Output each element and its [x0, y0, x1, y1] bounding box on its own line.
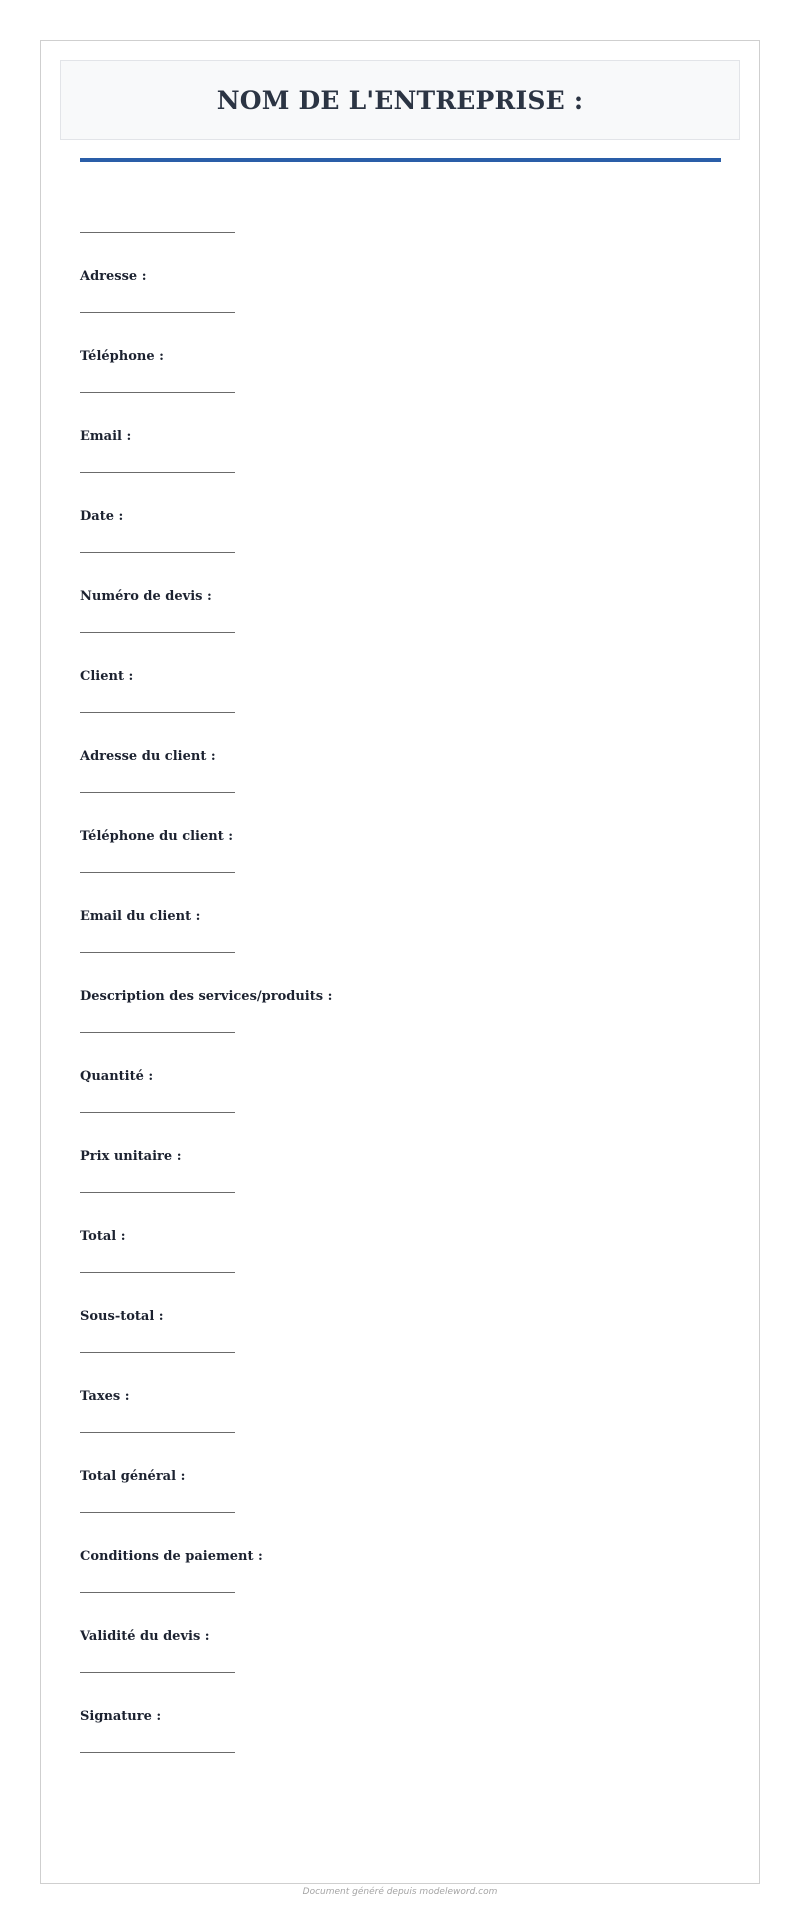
field-label: Téléphone :	[80, 349, 164, 364]
fill-line[interactable]	[80, 472, 235, 473]
accent-divider	[80, 158, 721, 162]
header-box	[60, 60, 740, 140]
field-sous-total	[80, 1309, 480, 1325]
field-numero-devis	[80, 589, 480, 605]
field-email	[80, 429, 480, 445]
field-telephone	[80, 349, 480, 365]
field-label: Conditions de paiement :	[80, 1549, 263, 1564]
field-adresse	[80, 269, 480, 285]
field-validite	[80, 1629, 480, 1645]
fill-line[interactable]	[80, 552, 235, 553]
fill-line[interactable]	[80, 1512, 235, 1513]
field-conditions-paiement	[80, 1549, 480, 1565]
field-label: Description des services/produits :	[80, 989, 333, 1004]
fill-line[interactable]	[80, 1112, 235, 1113]
field-date	[80, 509, 480, 525]
fill-line[interactable]	[80, 712, 235, 713]
field-label: Taxes :	[80, 1389, 130, 1404]
fill-line[interactable]	[80, 1592, 235, 1593]
field-label: Quantité :	[80, 1069, 154, 1084]
fill-line[interactable]	[80, 312, 235, 313]
field-label: Sous-total :	[80, 1309, 164, 1324]
field-taxes	[80, 1389, 480, 1405]
fill-line[interactable]	[80, 952, 235, 953]
field-label: Adresse :	[80, 269, 147, 284]
fill-line[interactable]	[80, 392, 235, 393]
field-label: Signature :	[80, 1709, 162, 1724]
fill-line[interactable]	[80, 232, 235, 233]
fill-line[interactable]	[80, 1032, 235, 1033]
fill-line[interactable]	[80, 632, 235, 633]
field-prix-unitaire	[80, 1149, 480, 1165]
field-label: Client :	[80, 669, 134, 684]
fill-line[interactable]	[80, 1272, 235, 1273]
fill-line[interactable]	[80, 1432, 235, 1433]
field-total-general	[80, 1469, 480, 1485]
field-label: Téléphone du client :	[80, 829, 234, 844]
field-total	[80, 1229, 480, 1245]
field-adresse-client	[80, 749, 480, 765]
field-label: Validité du devis :	[80, 1629, 210, 1644]
fill-line[interactable]	[80, 1752, 235, 1753]
field-label: Email du client :	[80, 909, 201, 924]
field-email-client	[80, 909, 480, 925]
fill-line[interactable]	[80, 872, 235, 873]
fill-line[interactable]	[80, 792, 235, 793]
field-telephone-client	[80, 829, 480, 845]
field-client	[80, 669, 480, 685]
field-label: Date :	[80, 509, 124, 524]
field-label: Email :	[80, 429, 132, 444]
field-label: Numéro de devis :	[80, 589, 212, 604]
company-name-title: NOM DE L'ENTREPRISE :	[216, 85, 584, 115]
field-label: Total :	[80, 1229, 126, 1244]
fill-line[interactable]	[80, 1672, 235, 1673]
field-label: Adresse du client :	[80, 749, 216, 764]
field-description	[80, 989, 480, 1005]
footer-note: Document généré depuis modeleword.com	[302, 1887, 498, 1897]
field-quantite	[80, 1069, 480, 1085]
field-label: Prix unitaire :	[80, 1149, 182, 1164]
fill-line[interactable]	[80, 1352, 235, 1353]
field-signature	[80, 1709, 480, 1725]
fill-line[interactable]	[80, 1192, 235, 1193]
document-page	[40, 40, 760, 1884]
field-label: Total général :	[80, 1469, 186, 1484]
